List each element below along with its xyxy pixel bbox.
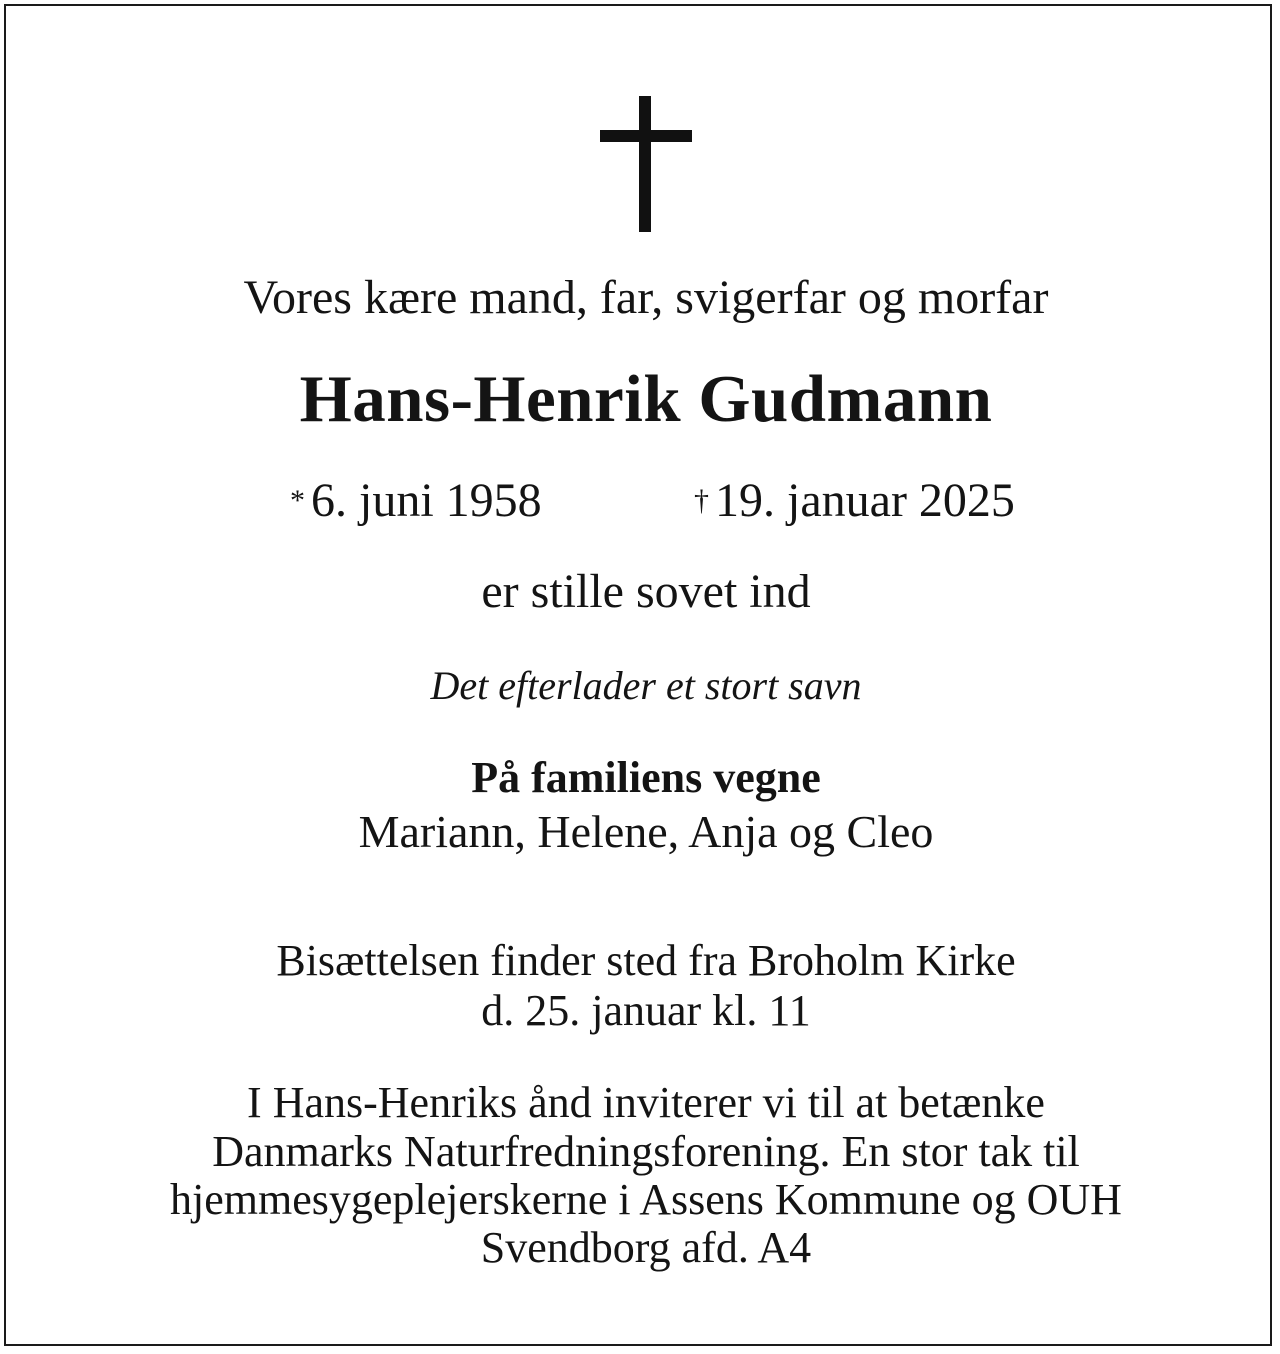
birth-date-text: 6. juni 1958 xyxy=(311,474,542,527)
deceased-name: Hans-Henrik Gudmann xyxy=(299,362,993,436)
passing-text: er stille sovet ind xyxy=(481,565,811,618)
thanks-line: I Hans-Henriks ånd inviterer vi til at betænke xyxy=(247,1078,1045,1127)
obituary-notice xyxy=(4,4,1272,1346)
death-symbol: † xyxy=(694,484,709,517)
memorial-quote: Det efterlader et stort savn xyxy=(430,663,862,708)
birth-symbol: * xyxy=(290,484,305,517)
death-date xyxy=(694,474,1015,527)
thanks-line: hjemmesygeplejerskerne i Assens Kommune og OUH xyxy=(170,1175,1122,1224)
family-names: Mariann, Helene, Anja og Cleo xyxy=(358,806,934,857)
thanks-line: Danmarks Naturfredningsforening. En stor tak til xyxy=(212,1127,1080,1176)
on-behalf-heading: På familiens vegne xyxy=(471,753,821,802)
latin-cross-icon xyxy=(600,96,692,232)
funeral-line: d. 25. januar kl. 11 xyxy=(481,986,811,1035)
funeral-line: Bisættelsen finder sted fra Broholm Kirke xyxy=(276,936,1016,985)
birth-date xyxy=(290,474,542,527)
death-date-text: 19. januar 2025 xyxy=(715,474,1015,527)
intro-line: Vores kære mand, far, svigerfar og morfar xyxy=(243,271,1049,324)
thanks-line: Svendborg afd. A4 xyxy=(480,1223,812,1272)
